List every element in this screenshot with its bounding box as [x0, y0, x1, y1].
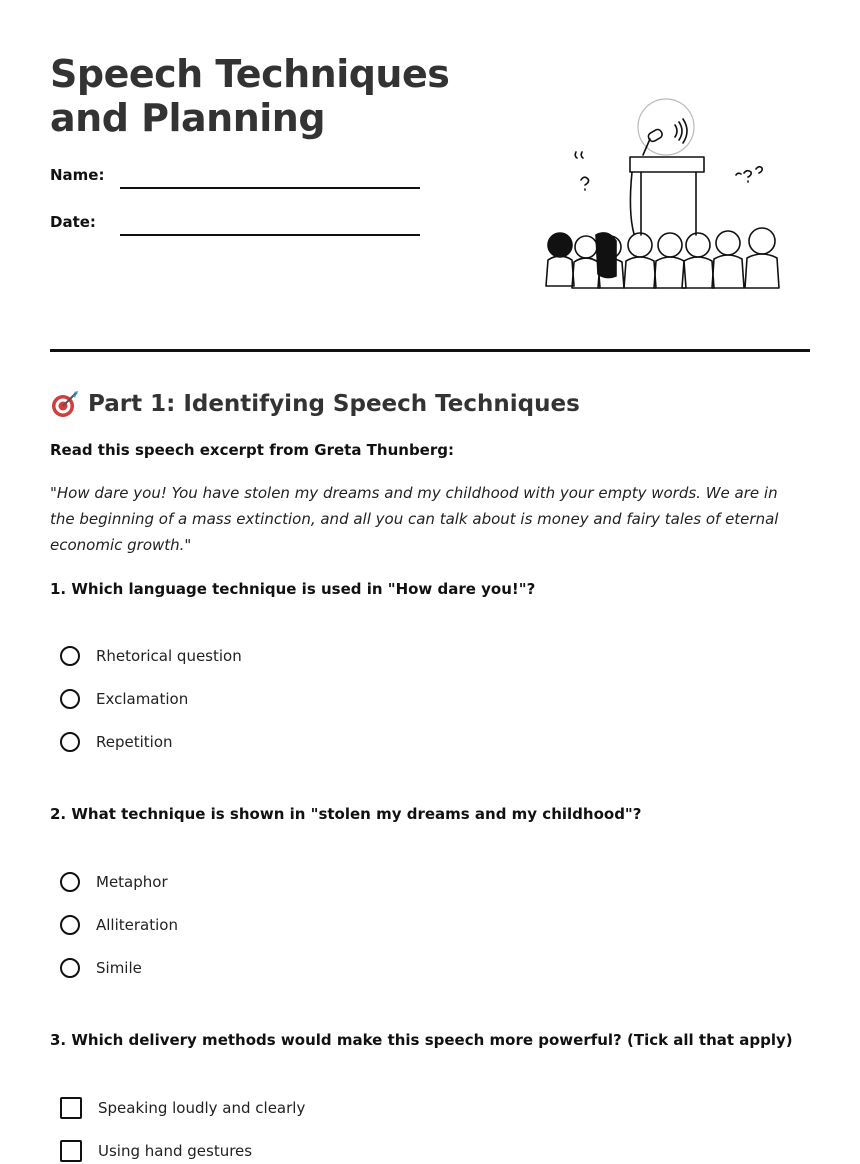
question-3: 3. Which delivery methods would make this speech more powerful? (Tick all that apply) [50, 1031, 793, 1049]
question-2: 2. What technique is shown in "stolen my dreams and my childhood"? [50, 805, 642, 823]
date-label: Date: [50, 213, 96, 231]
radio-button[interactable] [60, 689, 80, 709]
q1-option-repetition[interactable] [60, 729, 173, 755]
excerpt-intro: Read this speech excerpt from Greta Thunberg: [50, 441, 454, 459]
option-label: Metaphor [96, 873, 168, 891]
radio-button[interactable] [60, 646, 80, 666]
option-label: Using hand gestures [98, 1142, 253, 1160]
question-1: 1. Which language technique is used in "How dare you!"? [50, 580, 536, 598]
q2-option-simile[interactable] [60, 955, 142, 981]
option-label: Speaking loudly and clearly [98, 1099, 306, 1117]
option-label: Alliteration [96, 916, 178, 934]
q1-option-exclamation[interactable] [60, 686, 188, 712]
target-bullseye-icon [50, 390, 80, 418]
option-label: Simile [96, 959, 142, 977]
radio-button[interactable] [60, 915, 80, 935]
section-divider [50, 349, 810, 352]
radio-button[interactable] [60, 958, 80, 978]
date-field[interactable] [120, 234, 420, 236]
q3-option-speaking-loudly[interactable] [60, 1095, 305, 1121]
option-label: Repetition [96, 733, 173, 751]
speech-quote: "How dare you! You have stolen my dreams and my childhood with your empty words. We are in the beginning of a mass extinction, and all you can talk about is money and fairy tales of eternal economic growth." [50, 484, 779, 554]
checkbox[interactable] [60, 1140, 82, 1162]
q1-option-rhetorical-question[interactable] [60, 643, 242, 669]
option-label: Rhetorical question [96, 647, 242, 665]
checkbox[interactable] [60, 1097, 82, 1119]
page-title: Speech Techniques and Planning [50, 52, 450, 140]
radio-button[interactable] [60, 872, 80, 892]
name-label: Name: [50, 166, 105, 184]
q2-option-alliteration[interactable] [60, 912, 178, 938]
part1-heading [50, 390, 580, 418]
q2-option-metaphor[interactable] [60, 869, 168, 895]
name-field[interactable] [120, 187, 420, 189]
speech-audience-illustration [538, 95, 788, 295]
part1-heading-text: Part 1: Identifying Speech Techniques [88, 391, 580, 417]
q3-option-hand-gestures[interactable] [60, 1138, 252, 1164]
option-label: Exclamation [96, 690, 189, 708]
radio-button[interactable] [60, 732, 80, 752]
